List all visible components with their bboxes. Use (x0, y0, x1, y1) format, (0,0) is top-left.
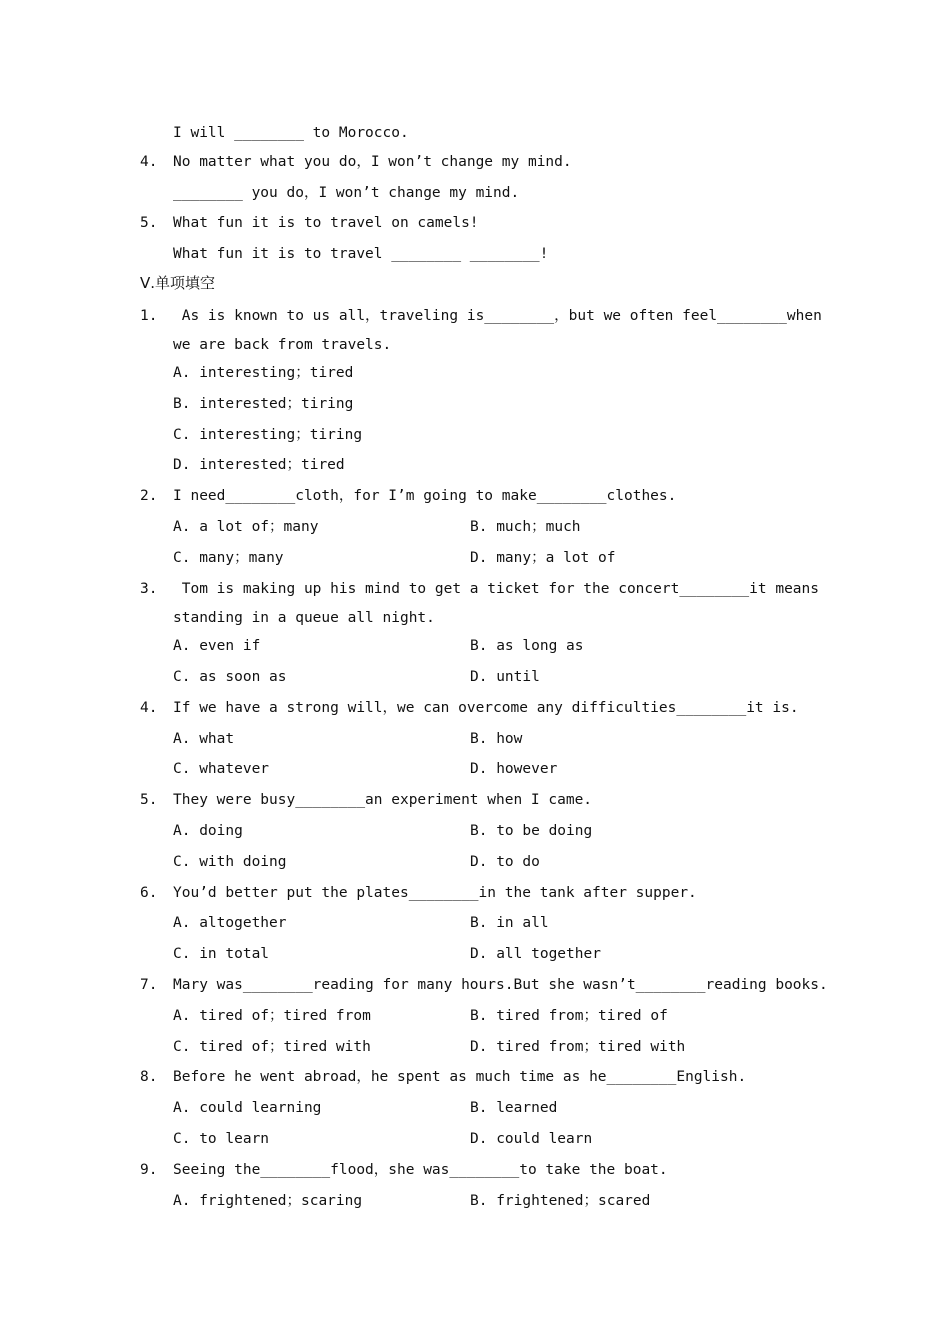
option-c: C. to learn (173, 1131, 270, 1147)
prev-q4-number: 4. (140, 154, 158, 170)
option-a: A. altogether (173, 915, 287, 931)
option-c: C. tired of；tired with (173, 1039, 371, 1055)
section-heading: Ⅴ.单项填空 (140, 274, 216, 292)
question-number: 9. (140, 1162, 158, 1178)
question-number: 6. (140, 885, 158, 901)
option-b: B. interested；tiring (173, 396, 354, 412)
prev-q5-number: 5. (140, 215, 158, 231)
question-stem-continued: we are back from travels. (173, 337, 392, 353)
question-stem: Before he went abroad，he spent as much time as he________English. (173, 1069, 747, 1085)
prev-q5-text: What fun it is to travel on camels! (173, 215, 479, 231)
option-a: A. doing (173, 823, 243, 839)
question-number: 5. (140, 792, 158, 808)
option-c: C. in total (173, 946, 270, 962)
question-number: 4. (140, 700, 158, 716)
option-a: A. interesting；tired (173, 365, 354, 381)
question-number: 8. (140, 1069, 158, 1085)
question-stem: If we have a strong will，we can overcome any difficulties________it is. (173, 700, 799, 716)
option-b: B. much；much (470, 519, 581, 535)
option-b: B. how (470, 731, 523, 747)
option-b: B. as long as (470, 638, 584, 654)
option-d: D. however (470, 761, 558, 777)
option-c: C. as soon as (173, 669, 287, 685)
question-stem: They were busy________an experiment when I came. (173, 792, 593, 808)
option-b: B. to be doing (470, 823, 593, 839)
option-c: C. with doing (173, 854, 287, 870)
question-stem: As is known to us all，traveling is________，but we often feel________when (173, 308, 822, 324)
option-b: B. learned (470, 1100, 558, 1116)
option-b: B. frightened；scared (470, 1193, 651, 1209)
option-a: A. frightened；scaring (173, 1193, 363, 1209)
question-number: 7. (140, 977, 158, 993)
question-stem: Mary was________reading for many hours.But she wasn’t________reading books. (173, 977, 828, 993)
option-a: A. a lot of；many (173, 519, 319, 535)
prev-line-i-will: I will ________ to Morocco. (173, 125, 409, 141)
option-d: D. until (470, 669, 540, 685)
question-number: 1. (140, 308, 158, 324)
option-a: A. tired of；tired from (173, 1008, 371, 1024)
prev-q4-rewrite: ________ you do，I won’t change my mind. (173, 185, 520, 201)
option-a: A. even if (173, 638, 261, 654)
option-d: D. all together (470, 946, 601, 962)
option-b: B. tired from；tired of (470, 1008, 668, 1024)
prev-q5-rewrite: What fun it is to travel ________ ________! (173, 246, 549, 262)
question-number: 3. (140, 581, 158, 597)
option-d: D. could learn (470, 1131, 593, 1147)
option-c: C. interesting；tiring (173, 427, 363, 443)
question-stem: Tom is making up his mind to get a ticket for the concert________it means (173, 581, 820, 597)
option-a: A. what (173, 731, 235, 747)
question-stem: I need________cloth，for I’m going to make________clothes. (173, 488, 677, 504)
option-b: B. in all (470, 915, 549, 931)
option-a: A. could learning (173, 1100, 322, 1116)
option-c: C. many；many (173, 550, 284, 566)
question-stem: You’d better put the plates________in the tank after supper. (173, 885, 697, 901)
option-d: D. many；a lot of (470, 550, 616, 566)
question-number: 2. (140, 488, 158, 504)
question-stem: Seeing the________flood，she was________to take the boat. (173, 1162, 668, 1178)
prev-q4-text: No matter what you do，I won’t change my mind. (173, 154, 572, 170)
option-d: D. tired from；tired with (470, 1039, 686, 1055)
option-d: D. to do (470, 854, 540, 870)
option-c: C. whatever (173, 761, 270, 777)
option-d: D. interested；tired (173, 457, 345, 473)
question-stem-continued: standing in a queue all night. (173, 610, 435, 626)
